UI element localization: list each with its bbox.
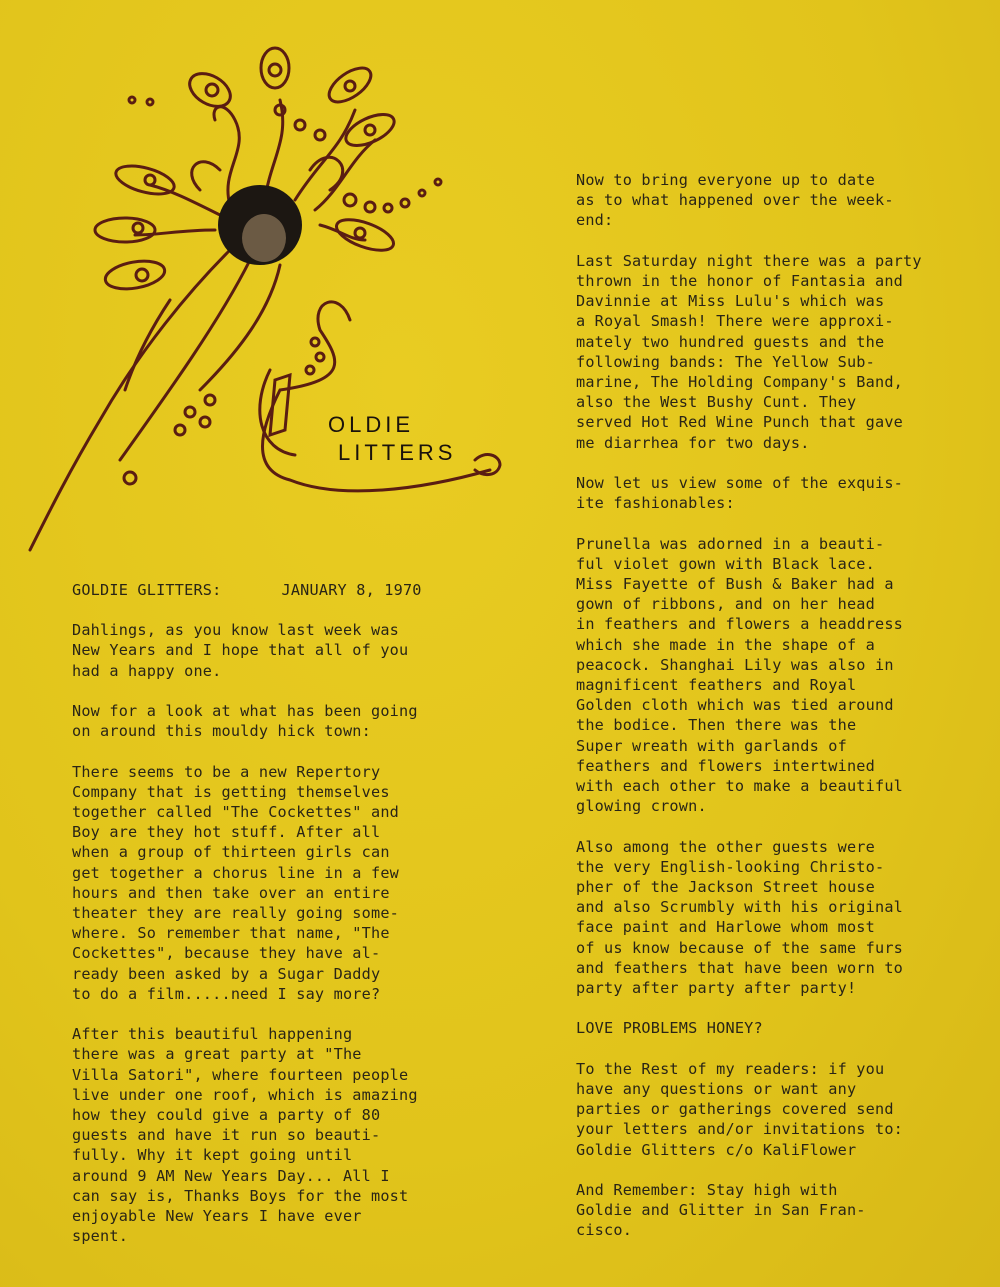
feather-eye-6 <box>95 218 155 242</box>
column-title: GOLDIE GLITTERS: <box>72 581 222 599</box>
paragraph: Also among the other guests were the very English-looking Christo- pher of the Jackson Street house and also Scrumbly with his original face paint and Harlowe whom most of us know because of the same furs and feathers that have been worn to party after party after party! <box>576 837 904 998</box>
feather-eye-1 <box>184 67 236 113</box>
paragraph: Dahlings, as you know last week was New Years and I hope that all of you had a happy one. <box>72 621 409 680</box>
paragraph: Last Saturday night there was a party thrown in the honor of Fantasia and Davinnie at Miss Lulu's which was a Royal Smash! There were approxi- mately two hundred guests and the following bands: The Yellow Sub- marine, The Holding Company's Band, also the West Bushy Cunt. They served Hot Red Wine Punch that gave me diarrhea for two days. <box>576 251 922 452</box>
left-column <box>72 580 452 1267</box>
paragraph: To the Rest of my readers: if you have any questions or want any parties or gatherings covered send your letters and/or invitations to: Goldie Glitters c/o KaliFlower <box>576 1059 904 1159</box>
paragraph: Now to bring everyone up to date as to what happened over the week- end: <box>576 171 894 230</box>
feather-eye-7 <box>103 257 167 293</box>
feather-eye-3 <box>323 61 376 108</box>
right-column <box>576 170 956 1261</box>
goldie-glitters-masthead-illustration <box>20 30 520 560</box>
portrait-photo <box>218 185 302 265</box>
paragraph: Prunella was adorned in a beauti- ful violet gown with Black lace. Miss Fayette of Bush & Baker had a gown of ribbons, and on her head in feathers and flowers a headdress which she made in the shape of a peacock. Shanghai Lily was also in magnificent feathers and Royal Golden cloth which was tied around the bodice. Then there was the Super wreath with garlands of feathers and flowers intertwined with each other to make a beautiful glowing crown. <box>576 534 904 816</box>
dateline <box>72 580 452 600</box>
section-heading: LOVE PROBLEMS HONEY? <box>576 1019 763 1038</box>
paragraph: Now let us view some of the exquis- ite fashionables: <box>576 474 904 513</box>
feather-eye-2 <box>261 48 289 88</box>
paragraph: After this beautiful happening there was a great party at "The Villa Satori", where fourteen people live under one roof, which is amazing how they could give a party of 80 guests and have it run so beauti- fully. Why it kept going until around 9 AM New Years Day... All I can say is, Thanks Boys for the most enjoyable New Years I have ever spent. <box>72 1025 418 1246</box>
paragraph: Now for a look at what has been going on around this mouldy hick town: <box>72 702 418 741</box>
paragraph: There seems to be a new Repertory Company that is getting themselves together called "The Cockettes" and Boy are they hot stuff. After all when a group of thirteen girls can get together a chorus line in a few hours and then take over an entire theater they are really going some- where. So remember that name, "The Cockettes", because they have al- ready been asked by a Sugar Daddy to do a film.....need I say more? <box>72 762 400 1003</box>
logo-litters: LITTERS <box>338 440 457 465</box>
logo-oldie: OLDIE <box>328 412 415 437</box>
feather-eye-5 <box>113 161 177 200</box>
issue-date: JANUARY 8, 1970 <box>281 581 422 599</box>
paragraph: And Remember: Stay high with Goldie and Glitter in San Fran- cisco. <box>576 1181 866 1240</box>
